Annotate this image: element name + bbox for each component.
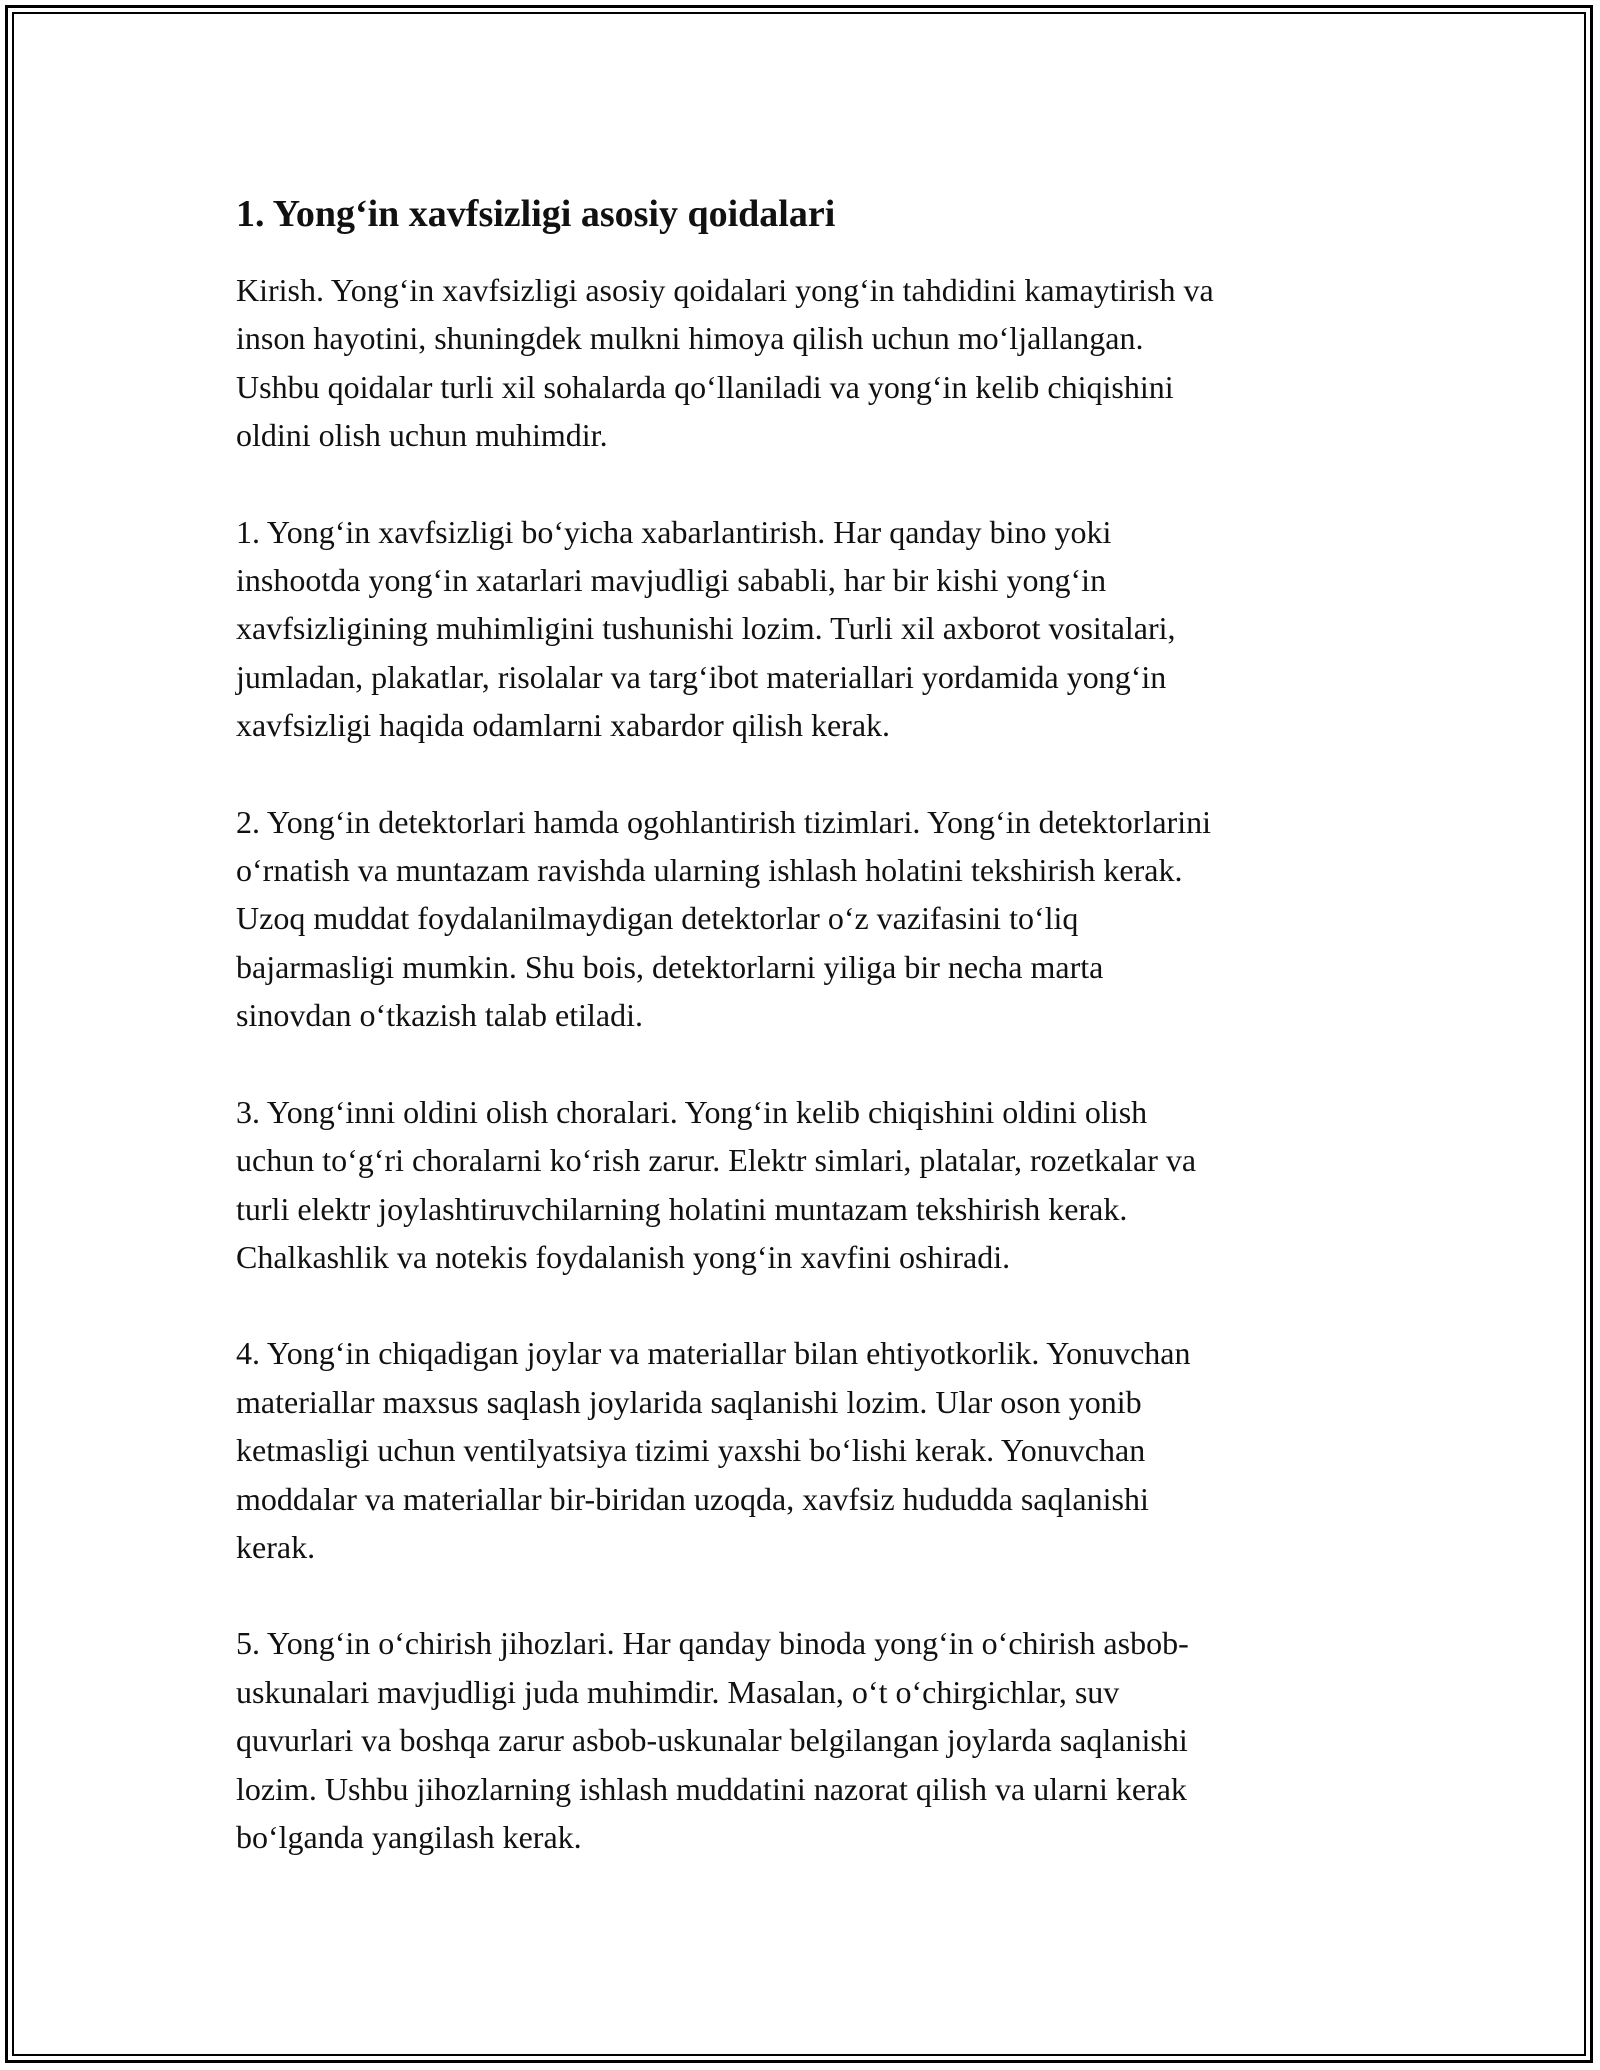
paragraph-prevention: 3. Yong‘inni oldini olish choralari. Yong‘in kelib chiqishini oldini olish uchun to‘g‘ri choralarni ko‘rish zarur. Elektr simlari, platalar, rozetkalar va turli elektr joylashtiruvchilarning holatini muntazam tekshirish kerak. Chalkashlik va notekis foydalanish yong‘in xavfini oshiradi. [236, 1093, 1197, 1275]
paragraph-introduction: Kirish. Yong‘in xavfsizligi asosiy qoidalari yong‘in tahdidini kamaytirish va inson hayotini, shuningdek mulkni himoya qilish uchun mo‘ljallangan. Ushbu qoidalar turli xil sohalarda qo‘llaniladi va yong‘in kelib chiqishini oldini olish uchun muhimdir. [236, 272, 1214, 454]
paragraph-awareness: 1. Yong‘in xavfsizligi bo‘yicha xabarlantirish. Har qanday bino yoki inshootda yong‘in xatarlari mavjudligi sababli, har bir kishi yong‘in xavfsizligining muhimligini tushunishi lozim. Turli xil axborot vositalari, jumladan, plakatlar, risolalar va targ‘ibot materiallari yordamida yong‘in xavfsizligi haqida odamlarni xabardor qilish kerak. [236, 513, 1176, 744]
document-body [236, 190, 1376, 1909]
paragraph-detectors: 2. Yong‘in detektorlari hamda ogohlantirish tizimlari. Yong‘in detektorlarini o‘rnatish va muntazam ravishda ularning ishlash holatini tekshirish kerak. Uzoq muddat foydalanilmaydigan detektorlar o‘z vazifasini to‘liq bajarmasligi mumkin. Shu bois, detektorlarni yiliga bir necha marta sinovdan o‘tkazish talab etiladi. [236, 803, 1211, 1034]
paragraph-equipment: 5. Yong‘in o‘chirish jihozlari. Har qanday binoda yong‘in o‘chirish asbob- uskunalari mavjudligi juda muhimdir. Masalan, o‘t o‘chirgichlar, suv quvurlari va boshqa zarur asbob-uskunalar belgilangan joylarda saqlanishi lozim. Ushbu jihozlarning ishlash muddatini nazorat qilish va ularni kerak bo‘lganda yangilash kerak. [236, 1625, 1189, 1855]
paragraph-materials: 4. Yong‘in chiqadigan joylar va materiallar bilan ehtiyotkorlik. Yonuvchan materiallar maxsus saqlash joylarida saqlanishi lozim. Ular oson yonib ketmasligi uchun ventilyatsiya tizimi yaxshi bo‘lishi kerak. Yonuvchan moddalar va materiallar bir-biridan uzoqda, xavfsiz hududda saqlanishi kerak. [236, 1335, 1191, 1565]
document-title: 1. Yong‘in xavfsizligi asosiy qoidalari [236, 193, 836, 235]
